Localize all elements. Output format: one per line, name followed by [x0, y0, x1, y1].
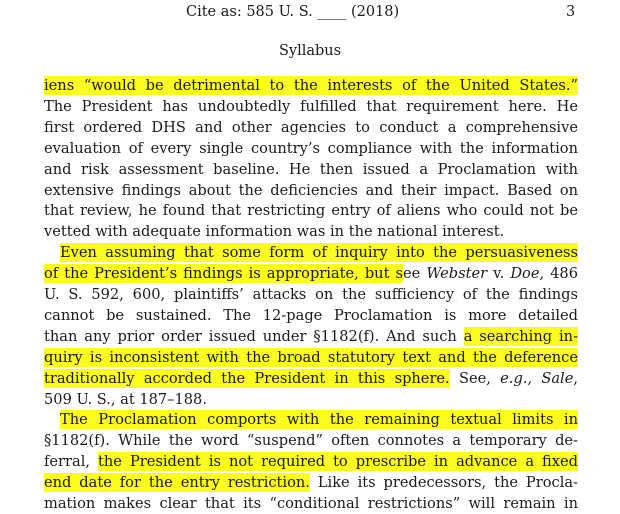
text-line — [44, 221, 578, 242]
highlighted-text: of the President’s findings is appropriate, but s — [44, 265, 403, 283]
text-run: v. — [487, 265, 511, 283]
section-heading: Syllabus — [278, 43, 342, 59]
text-run: than any prior order issued under §1182(f). And such — [44, 327, 464, 345]
highlighted-text: quiry is inconsistent with the broad statutory text and the deference — [44, 348, 578, 366]
text-run: 509 U. S., at 187–188. — [44, 390, 207, 408]
text-run: mation makes clear that its “conditional restrictions” will remain in — [44, 495, 578, 512]
text-line — [44, 75, 578, 96]
text-line — [44, 180, 578, 201]
italic-text: Doe — [510, 265, 540, 283]
text-line — [44, 96, 578, 117]
highlighted-text: The Proclamation comports with the remaining textual limits in — [60, 411, 578, 429]
text-line — [44, 493, 578, 512]
text-line — [44, 347, 578, 368]
text-run: extensive findings about the deficiencies and their impact. Based on — [44, 181, 578, 199]
text-run: that review, he found that restricting entry of aliens who could not be — [44, 202, 578, 220]
text-line — [44, 117, 578, 138]
text-run: The President has undoubtedly fulfilled that requirement here. He — [44, 97, 578, 115]
text-line — [44, 284, 578, 305]
text-line — [60, 409, 578, 430]
text-run: first ordered DHS and other agencies to conduct a comprehensive — [44, 118, 578, 136]
text-line — [60, 242, 578, 263]
text-line — [44, 451, 578, 472]
text-run: vetted with adequate information was in the national interest. — [44, 223, 505, 241]
text-run: See, — [449, 369, 501, 387]
text-line — [44, 200, 578, 221]
text-line — [44, 159, 578, 180]
text-run: cannot be sustained. The 12-page Proclamation is more detailed — [44, 306, 578, 324]
highlighted-text: Even assuming that some form of inquiry into the persuasiveness — [60, 244, 578, 262]
highlighted-text: a searching in- — [463, 327, 578, 345]
text-line — [44, 263, 578, 284]
text-run: ferral, — [44, 453, 99, 471]
italic-text: e.g., Sale — [500, 369, 574, 387]
text-run: , 486 — [539, 265, 578, 283]
text-line — [44, 472, 578, 493]
text-line — [44, 368, 578, 389]
case-citation: Cite as: 585 U. S. ____ (2018) — [186, 4, 400, 20]
text-run: , — [573, 369, 578, 387]
text-run: evaluation of every single country’s compliance with the information — [44, 139, 578, 157]
text-line — [44, 326, 578, 347]
highlighted-text: iens “would be detrimental to the interests of the United States.” — [44, 77, 578, 94]
highlighted-text: end date for the entry restriction. — [44, 474, 310, 492]
highlighted-text: traditionally accorded the President in this sphere. — [44, 369, 450, 387]
running-header — [0, 4, 620, 26]
text-run: Like its predecessors, the Procla- — [309, 474, 578, 492]
text-run: and risk assessment baseline. He then issued a Proclamation with — [44, 160, 578, 178]
highlighted-text: the President is not required to prescribe in advance a fixed — [98, 453, 578, 471]
page-number: 3 — [566, 4, 576, 20]
text-line — [44, 305, 578, 326]
text-line — [44, 389, 578, 410]
text-run: ee — [402, 265, 427, 283]
text-run: U. S. 592, 600, plaintiffs’ attacks on the sufficiency of the findings — [44, 286, 578, 303]
text-line — [44, 430, 578, 451]
italic-text: Webster — [426, 265, 488, 283]
text-run: §1182(f). While the word “suspend” often connotes a temporary de- — [44, 432, 578, 450]
text-line — [44, 138, 578, 159]
